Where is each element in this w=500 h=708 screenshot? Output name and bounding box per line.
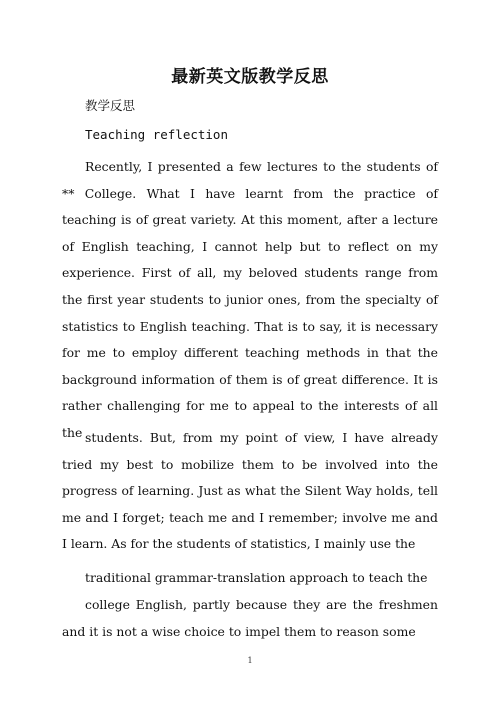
paragraph-4: college English, partly because they are the freshmen and it is not a wise choice to impel them to reason some xyxy=(62,597,438,639)
paragraph-1: Recently, I presented a few lectures to the students of ** College. What I have learnt from the practice of teaching is of great variety. At this moment, after a lecture of English teaching, I cannot help but to reflect on my experience. First of all, my beloved students range from the first year students to junior ones, from the specialty of statistics to English teaching. That is to say, it is necessary for me to employ different teaching methods in that the background information of them is of great difference. It is rather challenging for me to appeal to the interests of all the xyxy=(62,159,438,440)
page-number: 1 xyxy=(247,656,253,665)
document-title: 最新英文版教学反思 xyxy=(171,67,329,87)
section-subheading: Teaching reflection xyxy=(85,127,228,142)
paragraph-3: traditional grammar-translation approach to teach the xyxy=(85,570,428,585)
paragraph-2: students. But, from my point of view, I have already tried my best to mobilize them to be involved into the progress of learning. Just as what the Silent Way holds, tell me and I forget; teach me and I remember; involve me and I learn. As for the students of statistics, I mainly use the xyxy=(62,430,438,552)
section-heading: 教学反思 xyxy=(85,98,136,113)
